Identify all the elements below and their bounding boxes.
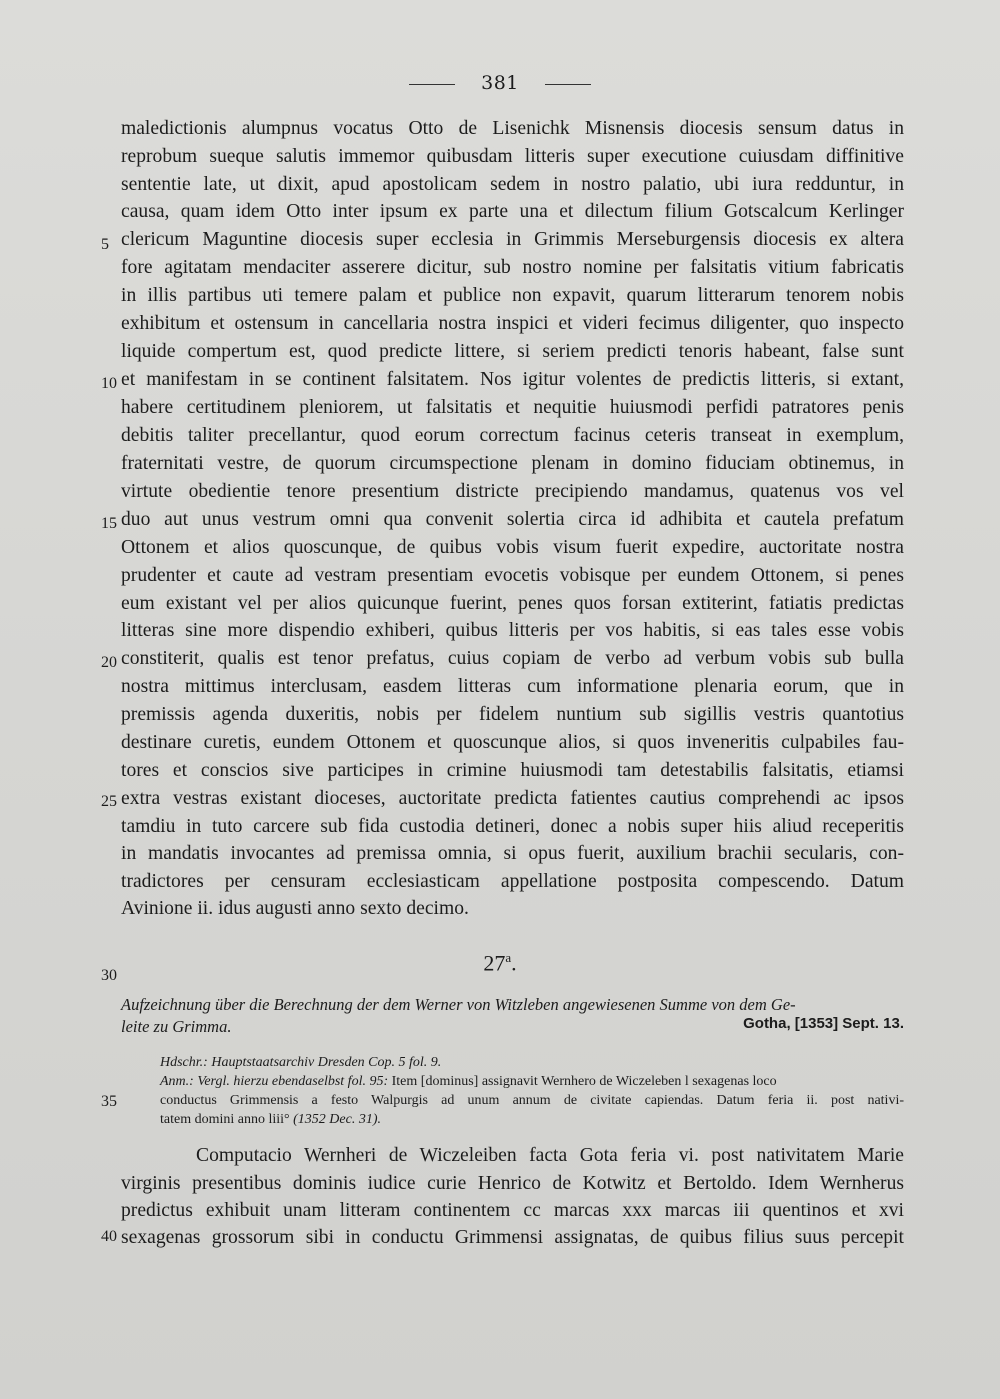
- text-line: in mandatis invocantes ad premissa omnia, si opus fuerit, auxilium brachii secularis, con-: [121, 843, 904, 864]
- body-line: Computacio Wernheri de Wiczeleiben facta Gota feria vi. post nativitatem Marie: [196, 1145, 904, 1166]
- text-line: Avinione ii. idus augusti anno sexto decimo.: [121, 898, 469, 919]
- text-line: extra vestras existant dioceses, auctoritate predicta fatientes cautius comprehendi ac ipsos: [121, 788, 904, 809]
- text-line: sententie late, ut dixit, apud apostolicam sedem in nostro palatio, ubi iura redduntur, in: [121, 174, 904, 195]
- text-line: tamdiu in tuto carcere sub fida custodia detineri, donec a nobis super hiis aliud receperitis: [121, 816, 904, 837]
- dateline: Gotha, [1353] Sept. 13.: [743, 1015, 904, 1032]
- annotation-note-line-1: [160, 1072, 900, 1091]
- text-line: reprobum sueque salutis immemor quibusdam litteris super executione cuiusdam diffinitive: [121, 146, 904, 167]
- hdschr-text: Hauptstaatsarchiv Dresden Cop. 5 fol. 9.: [211, 1055, 442, 1070]
- line-number: 5: [101, 236, 109, 253]
- text-line: Ottonem et alios quoscunque, de quibus vobis visum fuerit expedire, auctoritate nostra: [121, 537, 904, 558]
- text-line: maledictionis alumpnus vocatus Otto de Lisenichk Misnensis diocesis sensum datus in: [121, 118, 904, 139]
- document-number-heading: [0, 950, 1000, 976]
- summary-line-2: leite zu Grimma.: [121, 1017, 232, 1036]
- text-line: exhibitum et ostensum in cancellaria nostra inspici et videri fecimus diligenter, quo inspecto: [121, 313, 904, 334]
- text-line: premissis agenda duxeritis, nobis per fidelem nuntium sub sigillis vestris quantotius: [121, 704, 904, 725]
- line-number: 40: [101, 1228, 117, 1245]
- text-line: causa, quam idem Otto inter ipsum ex parte una et dilectum filium Gotscalcum Kerlinger: [121, 201, 904, 222]
- anm-date: (1352 Dec. 31).: [293, 1112, 382, 1127]
- text-line: in illis partibus uti temere palam et publice non expavit, quarum litterarum tenorem nobis: [121, 285, 904, 306]
- text-line: et manifestam in se continent falsitatem. Nos igitur volentes de predictis litteris, si extant,: [121, 369, 904, 390]
- manuscript-note: [160, 1053, 900, 1072]
- heading-number: 27: [483, 950, 506, 976]
- text-line: prudenter et caute ad vestram presentiam evocetis vobisque per eundem Ottonem, si penes: [121, 565, 904, 586]
- text-line: constiterit, qualis est tenor prefatus, cuius copiam de verbo ad verbum vobis sub bulla: [121, 648, 904, 669]
- anm-label: Anm.:: [160, 1074, 194, 1089]
- text-line: clericum Maguntine diocesis super ecclesia in Grimmis Merseburgensis diocesis ex altera: [121, 229, 904, 250]
- header-rule-left: [409, 84, 455, 85]
- text-line: tradictores per censuram ecclesiasticam appellatione postposita compescendo. Datum: [121, 871, 904, 892]
- text-line: fraternitati vestre, de quorum circumspectione plenam in domino fiduciam obtinemus, in: [121, 453, 904, 474]
- text-line: duo aut unus vestrum omni qua convenit solertia circa id adhibita et cautela prefatum: [121, 509, 904, 530]
- text-line: habere certitudinem pleniorem, ut falsitatis et nequitie huiusmodi perfidi patratores penis: [121, 397, 904, 418]
- heading-suffix: a: [505, 950, 512, 965]
- text-line: debitis taliter precellantur, quod eorum correctum facinus ceteris transeat in exemplum,: [121, 425, 904, 446]
- annotation-note-line-3: [160, 1110, 900, 1129]
- page-header: [0, 72, 1000, 94]
- line-number: 10: [101, 375, 117, 392]
- text-line: fore agitatam mendaciter asserere dicitur, sub nostro nomine per falsitatis vitium fabricatis: [121, 257, 904, 278]
- text-line: liquide compertum est, quod predicte littere, si seriem predicti tenoris habeant, false sunt: [121, 341, 904, 362]
- page-number: 381: [481, 72, 519, 94]
- text-line: nostra mittimus interclusam, easdem litteras cum informatione plenaria eorum, que in: [121, 676, 904, 697]
- text-line: virtute obedientie tenore presentium districte precipiendo mandamus, quatenus vos vel: [121, 481, 904, 502]
- body-line: sexagenas grossorum sibi in conductu Grimmensi assignatas, de quibus filius suus percepit: [121, 1227, 904, 1248]
- hdschr-label: Hdschr.:: [160, 1055, 208, 1070]
- body-line: virginis presentibus dominis iudice curie Henrico de Kotwitz et Bertoldo. Idem Wernherus: [121, 1173, 904, 1194]
- anm-ref: Vergl. hierzu ebendaselbst fol. 95:: [197, 1074, 389, 1089]
- line-number: 25: [101, 793, 117, 810]
- text-line: destinare curetis, eundem Ottonem et quoscunque alios, si quos inveneritis culpabiles fau-: [121, 732, 904, 753]
- text-line: tores et conscios sive participes in crimine huiusmodi tam detestabilis falsitatis, etiamsi: [121, 760, 904, 781]
- annotation-note-line-2: conductus Grimmensis a festo Walpurgis ad unum annum de civitate capiendas. Datum feria ii. post nativi-: [160, 1093, 904, 1108]
- heading-end: .: [511, 950, 517, 976]
- header-rule-right: [545, 84, 591, 85]
- anm-text-3: tatem domini anno liii°: [160, 1112, 290, 1127]
- body-line: predictus exhibuit unam litteram continentem cc marcas xxx marcas iii quentinos et xvi: [121, 1200, 904, 1221]
- summary-line-1: Aufzeichnung über die Berechnung der dem Werner von Witzleben angewiesenen Summe von dem Ge-: [121, 995, 796, 1014]
- anm-text-1: Item [dominus] assignavit Wernhero de Wiczeleben l sexagenas loco: [391, 1074, 777, 1089]
- line-number: 35: [101, 1093, 117, 1110]
- line-number: 20: [101, 654, 117, 671]
- line-number: 30: [101, 967, 117, 984]
- text-line: eum existant vel per alios quicunque fuerint, penes quos forsan extiterint, fatiatis predictas: [121, 593, 904, 614]
- text-line: litteras sine more dispendio exhiberi, quibus litteris per vos habitis, si eas tales esse vobis: [121, 620, 904, 641]
- line-number: 15: [101, 515, 117, 532]
